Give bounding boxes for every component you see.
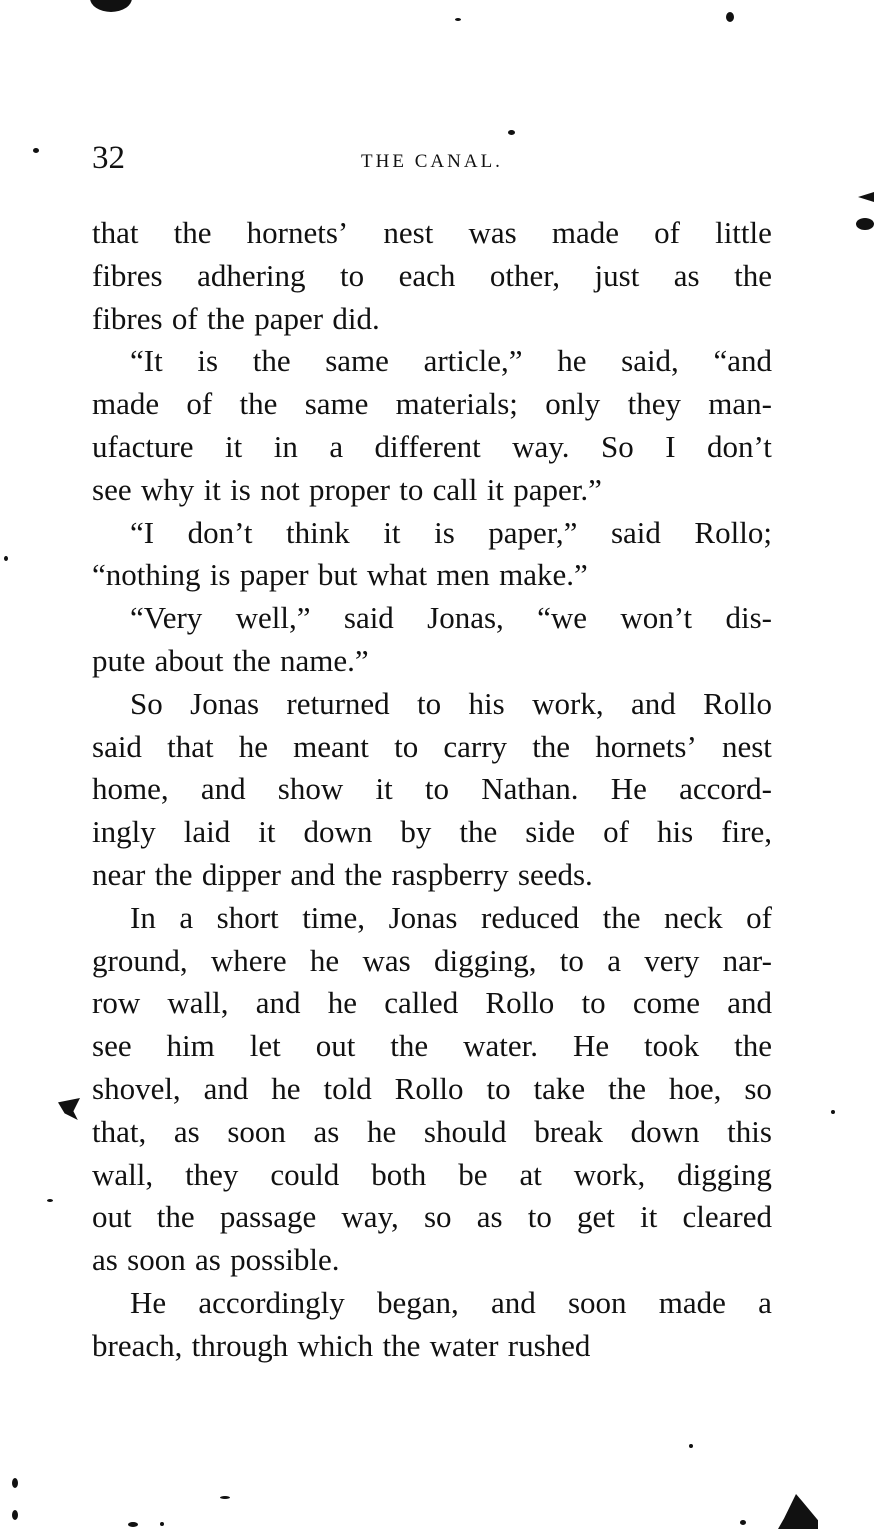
word: he <box>271 1070 301 1106</box>
word: fire, <box>721 814 772 850</box>
word: it <box>640 1199 658 1235</box>
word: his <box>468 685 505 721</box>
word: materials; <box>395 386 518 422</box>
word: they <box>627 386 681 422</box>
word: same <box>325 343 389 379</box>
word: said <box>92 728 142 764</box>
word: and <box>290 856 336 892</box>
word: dipper <box>201 856 282 892</box>
word: “and <box>713 343 772 379</box>
word: break <box>534 1113 604 1149</box>
word: he <box>238 728 269 764</box>
scan-speck <box>689 1444 693 1448</box>
word: hoe, <box>668 1070 722 1106</box>
word: a <box>329 428 344 464</box>
word: at <box>519 1156 542 1192</box>
word: took <box>644 1028 700 1064</box>
word: what <box>366 557 428 593</box>
text-line <box>92 897 772 940</box>
word: see <box>92 1028 132 1064</box>
word: time, <box>302 899 366 935</box>
word: fibres <box>92 300 163 336</box>
word: returned <box>286 685 390 721</box>
word: I <box>665 428 676 464</box>
word: he <box>557 343 587 379</box>
word: So <box>601 428 634 464</box>
word: different <box>374 428 481 464</box>
word: a <box>758 1284 772 1320</box>
word: reduced <box>481 899 580 935</box>
word: and <box>255 985 301 1021</box>
word: paper <box>254 300 324 336</box>
word: other, <box>489 257 561 293</box>
word: “It <box>130 343 163 379</box>
word: was <box>362 942 411 978</box>
word: he <box>309 942 340 978</box>
paragraph <box>92 897 772 1282</box>
word: the <box>390 1028 429 1064</box>
word: soon <box>127 1242 186 1278</box>
word: to <box>486 1070 511 1106</box>
body-text <box>92 212 772 1368</box>
word: the <box>173 215 212 250</box>
word: nar- <box>722 942 772 978</box>
scan-speck <box>508 130 515 135</box>
word: as <box>476 1199 503 1235</box>
scan-speck <box>33 148 39 153</box>
word: of <box>603 814 629 850</box>
word: is <box>230 471 251 507</box>
paragraph <box>92 1282 772 1368</box>
word: Jonas <box>388 899 458 935</box>
text-line <box>92 683 772 726</box>
word: side <box>525 814 576 850</box>
text-line <box>92 940 772 983</box>
word: “nothing <box>92 557 201 593</box>
word: Rollo; <box>694 514 772 550</box>
word: well,” <box>235 600 311 636</box>
word: his <box>657 814 694 850</box>
word: way. <box>512 428 570 464</box>
text-line <box>92 383 772 426</box>
scan-speck <box>12 1478 18 1488</box>
word: soon <box>567 1284 627 1320</box>
word: it <box>486 471 504 507</box>
word: he <box>327 985 357 1021</box>
text-line <box>92 212 772 255</box>
word: dis- <box>725 600 772 636</box>
word: the <box>459 814 498 850</box>
word: each <box>398 257 456 293</box>
word: row <box>92 985 141 1021</box>
word: see <box>92 471 132 507</box>
word: the <box>382 1327 421 1363</box>
word: come <box>632 985 700 1021</box>
word: passage <box>219 1199 317 1235</box>
word: adhering <box>197 257 306 293</box>
word: by <box>400 814 432 850</box>
word: and <box>200 771 246 807</box>
word: “we <box>537 600 588 636</box>
word: told <box>323 1070 372 1106</box>
scan-speck <box>12 1510 18 1520</box>
word: the <box>532 728 571 764</box>
word: accord- <box>679 771 772 807</box>
word: down <box>630 1113 700 1149</box>
word: man- <box>708 386 772 422</box>
word: of <box>171 300 198 336</box>
word: the <box>608 1070 646 1106</box>
word: but <box>317 557 358 593</box>
running-head: THE CANAL. <box>361 151 503 172</box>
text-line <box>92 768 772 811</box>
word: raspberry <box>391 856 509 892</box>
scan-speck <box>47 1199 53 1202</box>
word: and <box>203 1070 249 1106</box>
word: to <box>424 771 450 807</box>
paragraph <box>92 340 772 511</box>
word: Rollo <box>703 685 772 721</box>
word: digging <box>677 1156 772 1192</box>
word: article,” <box>423 343 523 379</box>
word: of <box>186 386 213 422</box>
word: out <box>315 1028 356 1064</box>
word: and <box>727 985 772 1021</box>
text-line <box>92 640 772 683</box>
word: the <box>239 386 278 422</box>
scan-speck <box>220 1496 230 1499</box>
word: name.” <box>280 642 369 678</box>
word: work, <box>573 1156 646 1192</box>
word: was <box>468 215 517 250</box>
text-line <box>92 811 772 854</box>
word: fibres <box>92 257 163 293</box>
word: don’t <box>707 428 772 464</box>
text-line <box>92 1325 772 1368</box>
word: Rollo <box>394 1070 464 1106</box>
word: to <box>340 257 365 293</box>
word: so <box>744 1070 772 1106</box>
scan-speck <box>726 12 734 22</box>
word: meant <box>293 728 369 764</box>
word: said, <box>621 343 679 379</box>
word: make.” <box>499 557 588 593</box>
word: began, <box>376 1284 459 1320</box>
text-line <box>92 1196 772 1239</box>
word: way, <box>341 1199 399 1235</box>
word: down <box>303 814 373 850</box>
word: soon <box>227 1113 286 1149</box>
word: neck <box>664 899 723 935</box>
word: the <box>734 257 772 293</box>
text-line <box>92 426 772 469</box>
word: called <box>384 985 459 1021</box>
word: it <box>383 514 401 550</box>
word: laid <box>183 814 231 850</box>
word: accordingly <box>198 1284 345 1320</box>
word: ufacture <box>92 428 194 464</box>
word: “I <box>130 514 155 550</box>
page-header <box>92 136 772 180</box>
word: let <box>249 1028 281 1064</box>
word: water <box>429 1327 499 1363</box>
word: take <box>533 1070 586 1106</box>
word: it <box>258 814 276 850</box>
word: said <box>610 514 661 550</box>
word: Jonas, <box>427 600 504 636</box>
word: possible. <box>230 1242 340 1278</box>
word: be <box>458 1156 488 1192</box>
word: paper,” <box>488 514 578 550</box>
word: him <box>166 1028 215 1064</box>
text-line <box>92 1111 772 1154</box>
word: only <box>545 386 601 422</box>
word: not <box>260 471 300 507</box>
text-line <box>92 1068 772 1111</box>
word: Nathan. <box>481 771 579 807</box>
scan-mark-left <box>58 1098 80 1120</box>
word: wall, <box>92 1156 154 1192</box>
word: water. <box>463 1028 538 1064</box>
word: to <box>399 471 424 507</box>
word: as <box>313 1113 340 1149</box>
word: is <box>209 557 231 593</box>
scan-blot-top-left <box>90 0 132 12</box>
word: very <box>644 942 700 978</box>
word: of <box>746 899 772 935</box>
word: work, <box>532 685 604 721</box>
word: hornets’ <box>595 728 697 764</box>
word: wall, <box>167 985 229 1021</box>
word: “Very <box>130 600 203 636</box>
scan-speck <box>455 18 461 21</box>
word: about <box>154 642 224 678</box>
scan-speck <box>160 1522 164 1526</box>
text-line <box>92 1025 772 1068</box>
word: the <box>232 642 271 678</box>
word: could <box>270 1156 340 1192</box>
word: pute <box>92 642 146 678</box>
word: it <box>203 471 221 507</box>
word: of <box>654 215 680 250</box>
word: made <box>551 215 619 250</box>
word: men <box>436 557 490 593</box>
word: the <box>252 343 291 379</box>
word: said <box>343 600 394 636</box>
paragraph <box>92 683 772 897</box>
word: in <box>273 428 298 464</box>
word: short <box>216 899 279 935</box>
text-line <box>92 1239 772 1282</box>
word: same <box>304 386 369 422</box>
word: did. <box>332 300 380 336</box>
word: seeds. <box>517 856 593 892</box>
word: is <box>434 514 455 550</box>
word: just <box>594 257 640 293</box>
word: is <box>197 343 219 379</box>
word: to <box>417 685 442 721</box>
word: proper <box>309 471 390 507</box>
word: he <box>366 1113 397 1149</box>
word: and <box>490 1284 536 1320</box>
paragraph <box>92 597 772 683</box>
word: home, <box>92 771 169 807</box>
word: In <box>130 899 156 935</box>
word: don’t <box>187 514 253 550</box>
word: to <box>581 985 606 1021</box>
word: get <box>577 1199 615 1235</box>
word: and <box>630 685 676 721</box>
word: that <box>167 728 214 764</box>
word: cleared <box>682 1199 772 1235</box>
word: to <box>394 728 419 764</box>
scan-speck <box>128 1522 138 1527</box>
word: So <box>130 685 163 721</box>
scan-speck <box>740 1520 746 1525</box>
word: that <box>92 215 139 250</box>
text-line <box>92 554 772 597</box>
word: the <box>734 1028 772 1064</box>
word: so <box>423 1199 452 1235</box>
word: through <box>191 1327 289 1363</box>
word: show <box>277 771 344 807</box>
text-line <box>92 726 772 769</box>
word: call <box>432 471 478 507</box>
word: the <box>207 300 245 336</box>
word: little <box>715 215 772 250</box>
word: carry <box>443 728 508 764</box>
word: He <box>610 771 647 807</box>
word: as <box>173 1113 200 1149</box>
word: He <box>130 1284 167 1320</box>
word: nest <box>383 215 434 250</box>
word: a <box>607 942 621 978</box>
word: made <box>658 1284 726 1320</box>
text-line <box>92 597 772 640</box>
scan-speck <box>831 1110 835 1114</box>
word: the <box>154 856 193 892</box>
word: near <box>92 856 146 892</box>
word: Jonas <box>190 685 260 721</box>
scan-speck <box>856 218 874 230</box>
word: which <box>297 1327 374 1363</box>
word: out <box>92 1199 132 1235</box>
word: digging, <box>433 942 537 978</box>
paragraph <box>92 212 772 340</box>
text-line <box>92 512 772 555</box>
word: nest <box>721 728 772 764</box>
word: paper <box>239 557 309 593</box>
word: ingly <box>92 814 156 850</box>
word: won’t <box>620 600 693 636</box>
word: hornets’ <box>246 215 349 250</box>
page-number: 32 <box>92 140 125 176</box>
word: where <box>210 942 287 978</box>
paragraph <box>92 512 772 598</box>
word: to <box>559 942 584 978</box>
word: it <box>375 771 393 807</box>
word: as <box>673 257 700 293</box>
word: this <box>727 1113 772 1149</box>
word: shovel, <box>92 1070 181 1106</box>
text-line <box>92 469 772 512</box>
word: breach, <box>92 1327 183 1363</box>
word: paper.” <box>513 471 602 507</box>
text-line <box>92 255 772 298</box>
word: as <box>92 1242 118 1278</box>
scan-speck <box>4 556 8 561</box>
word: as <box>195 1242 221 1278</box>
word: He <box>572 1028 610 1064</box>
word: to <box>527 1199 552 1235</box>
word: a <box>179 899 194 935</box>
word: the <box>156 1199 195 1235</box>
word: they <box>185 1156 239 1192</box>
text-line <box>92 982 772 1025</box>
word: ground, <box>92 942 188 978</box>
word: made <box>92 386 160 422</box>
word: both <box>371 1156 427 1192</box>
text-line <box>92 1154 772 1197</box>
word: the <box>602 899 641 935</box>
text-line <box>92 298 772 341</box>
scan-mark-right <box>858 192 874 202</box>
word: think <box>286 514 350 550</box>
scan-blot-bottom-right <box>778 1494 818 1529</box>
word: rushed <box>507 1327 591 1363</box>
text-line <box>92 854 772 897</box>
word: should <box>423 1113 507 1149</box>
word: it <box>225 428 243 464</box>
text-line <box>92 340 772 383</box>
word: that, <box>92 1113 147 1149</box>
word: the <box>344 856 383 892</box>
word: why <box>140 471 195 507</box>
text-line <box>92 1282 772 1325</box>
word: Rollo <box>485 985 555 1021</box>
